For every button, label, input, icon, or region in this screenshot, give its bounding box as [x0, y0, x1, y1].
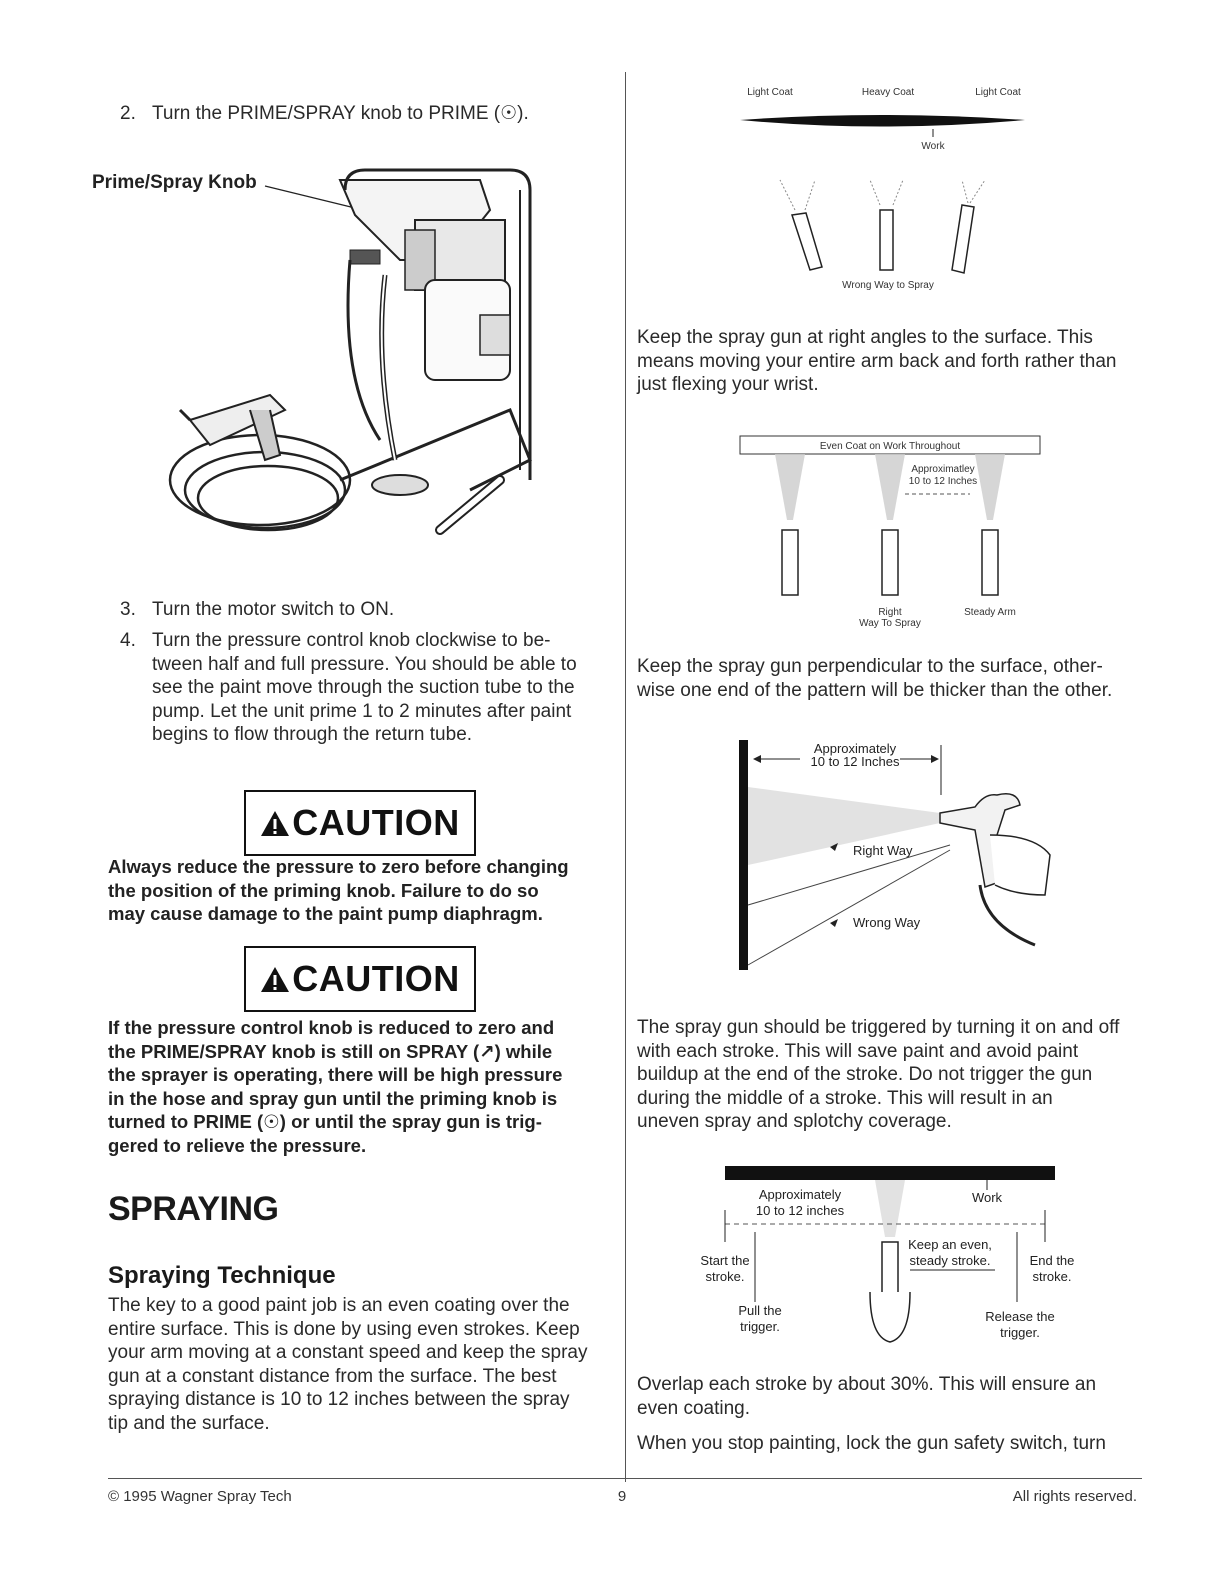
technique-paragraph: The key to a good paint job is an even coating over the entire surface. This is done by using even strokes. Keep your arm moving at a constant speed and keep the spray gun at a constant distance from the surface. The best spraying distance is 10 to 12 inches between the spray tip and the surface. [108, 1295, 588, 1434]
fig4-start2: stroke. [705, 1269, 745, 1284]
section-title: SPRAYING [108, 1190, 279, 1228]
column-divider [625, 72, 626, 1482]
caution-text-1: Always reduce the pressure to zero before changing the position of the priming knob. Failure to do so may cause damage to the paint pump diaphragm. [108, 856, 569, 924]
figure-steady-arm [735, 430, 1045, 630]
page-number: 9 [617, 1488, 627, 1505]
fig4-release2: trigger. [1000, 1325, 1040, 1340]
warning-icon [260, 965, 290, 993]
fig2-title: Even Coat on Work Throughout [819, 441, 961, 452]
fig4-end1: End the [1029, 1253, 1075, 1268]
fig4-approx2: 10 to 12 inches [755, 1203, 845, 1218]
subsection-title: Spraying Technique [108, 1262, 336, 1289]
fig1-light-left: Light Coat [747, 87, 793, 98]
paragraph-stop: When you stop painting, lock the gun safety switch, turn [637, 1433, 1106, 1454]
paragraph-perpendicular: Keep the spray gun perpendicular to the surface, other- wise one end of the pattern will be thicker than the other. [637, 656, 1113, 701]
step-text: Turn the PRIME/SPRAY knob to PRIME (☉). [152, 103, 529, 124]
fig3-approx2: 10 to 12 Inches [810, 754, 900, 769]
caution-badge-1: CAUTION [244, 790, 476, 856]
sprayer-illustration [150, 160, 560, 550]
knob-label: Prime/Spray Knob [92, 172, 257, 193]
fig4-keep1: Keep an even, [908, 1237, 992, 1252]
caution-text-2: If the pressure control knob is reduced to zero and the PRIME/SPRAY knob is still on SPRAY (↗) while the sprayer is operating, there will be high pressure in the hose and spray gun until the priming knob is turned to PRIME (☉) or until the spray gun is trig- gered to relieve the pressure. [108, 1017, 563, 1156]
fig2-right-way1: Right [878, 607, 902, 618]
step-text: Turn the motor switch to ON. [152, 599, 395, 620]
figure-distance [735, 735, 1055, 975]
step-text: Turn the pressure control knob clockwise to be- tween half and full pressure. You should be able to see the paint move through the suction tube to the pump. Let the unit prime 1 to 2 minutes after paint begins to flow through the return tube. [152, 630, 577, 745]
fig4-pull1: Pull the [738, 1303, 782, 1318]
footer-copyright: © 1995 Wagner Spray Tech [108, 1488, 292, 1505]
warning-icon [260, 809, 290, 837]
fig1-heavy: Heavy Coat [861, 87, 915, 98]
fig4-start1: Start the [700, 1253, 750, 1268]
step-number: 4. [120, 630, 136, 651]
figure-stroke [695, 1162, 1075, 1352]
paragraph-trigger: The spray gun should be triggered by turning it on and off with each stroke. This will save paint and avoid paint buildup at the end of the stroke. Do not trigger the gun during the middle of a stroke. This will result in an uneven spray and splotchy coverage. [637, 1017, 1120, 1132]
figure-wrist-wrong [730, 85, 1040, 315]
fig2-right-way2: Way To Spray [859, 618, 921, 629]
fig3-right-way: Right Way [853, 843, 913, 858]
fig1-light-right: Light Coat [975, 87, 1021, 98]
fig4-release1: Release the [985, 1309, 1055, 1324]
fig4-pull2: trigger. [740, 1319, 780, 1334]
fig4-work: Work [971, 1190, 1003, 1205]
fig2-steady-arm: Steady Arm [964, 607, 1016, 618]
step-number: 2. [120, 103, 136, 124]
paragraph-overlap: Overlap each stroke by about 30%. This will ensure an even coating. [637, 1374, 1097, 1419]
fig2-approx2: 10 to 12 Inches [908, 476, 978, 487]
paragraph-right-angles: Keep the spray gun at right angles to the surface. This means moving your entire arm back and forth rather than just flexing your wrist. [637, 327, 1117, 395]
caution-badge-2: CAUTION [244, 946, 476, 1012]
step-number: 3. [120, 599, 136, 620]
fig3-wrong-way: Wrong Way [853, 915, 921, 930]
fig4-end2: stroke. [1032, 1269, 1072, 1284]
fig1-wrong-way: Wrong Way to Spray [842, 280, 934, 291]
fig4-approx1: Approximately [758, 1187, 842, 1202]
fig4-keep2: steady stroke. [909, 1253, 991, 1268]
fig3-approx1: Approximately [813, 741, 897, 756]
fig2-approx1: Approximatley [911, 464, 975, 475]
footer-rights: All rights reserved. [1012, 1488, 1137, 1505]
fig1-work: Work [921, 141, 945, 152]
footer-rule [108, 1478, 1142, 1479]
